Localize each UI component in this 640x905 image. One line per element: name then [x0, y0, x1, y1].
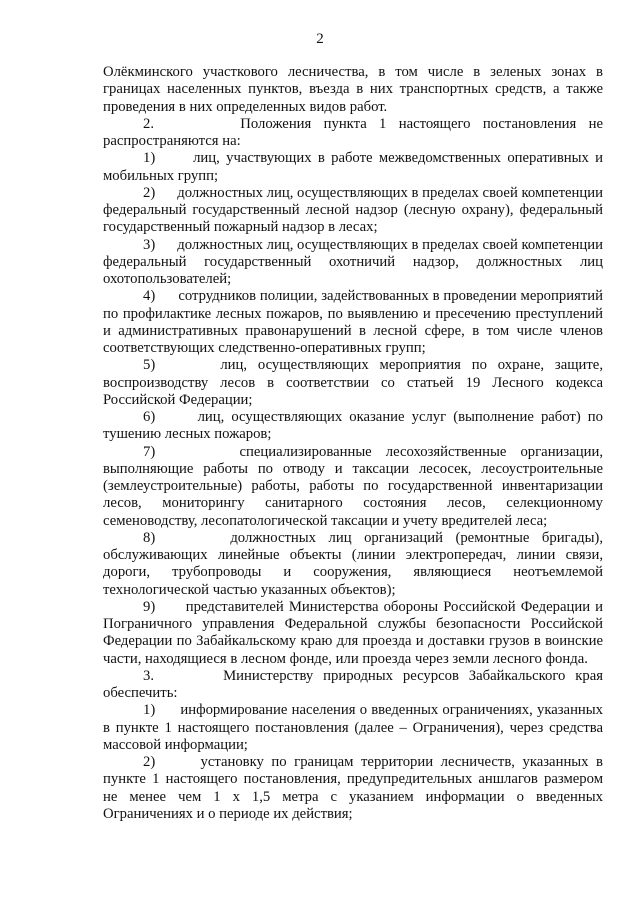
list-item: 7) специализированные лесохозяйственные организации, выполняющие работы по отводу и таксации лесосек, лесоустроительные (землеустроительные) работы, работы по государственной инвентаризации лесов, мониторингу санитарного состояния лесов, селекционному семеноводству, лесопатологической таксации и учету вредителей леса; [103, 443, 603, 529]
list-item: 1) лиц, участвующих в работе межведомственных оперативных и мобильных групп; [103, 150, 603, 184]
list-item: 3) должностных лиц, осуществляющих в пределах своей компетенции федеральный государственный охотничий надзор, должностных лиц охотопользователей; [103, 236, 603, 287]
list-item: 2) установку по границам территории лесничеств, указанных в пункте 1 настоящего постановления, предупредительных аншлагов размером не менее чем 1 x 1,5 метра с указанием информации о введенных Ограничениях и о периоде их действия; [103, 754, 603, 822]
list-item: 9) представителей Министерства обороны Российской Федерации и Пограничного управления Федеральной службы безопасности Российской Федерации по Забайкальскому краю для проезда и доставки грузов в воинские части, находящиеся в лесном фонде, или проезда через земли лесного фонда. [103, 598, 603, 667]
list-item: 1) информирование населения о введенных ограничениях, указанных в пункте 1 настоящего постановления (далее – Ограничения), через средства массовой информации; [103, 702, 603, 753]
page-number: 2 [316, 31, 324, 47]
paragraph-continuation: Олёкминского участкового лесничества, в том числе в зеленых зонах в границах населенных пунктов, въезда в них транспортных средств, а также проведения в них определенных видов работ. [103, 64, 603, 115]
paragraph-item-2: 2. Положения пункта 1 настоящего постановления не распространяются на: [103, 115, 603, 149]
list-item: 6) лиц, осуществляющих оказание услуг (выполнение работ) по тушению лесных пожаров; [103, 409, 603, 443]
list-item: 4) сотрудников полиции, задействованных в проведении мероприятий по профилактике лесных пожаров, по выявлению и пресечению преступлений и административных правонарушений в лесной сфере, в том числе членов соответствующих следственно-оперативных групп; [103, 288, 603, 356]
list-item: 8) должностных лиц организаций (ремонтные бригады), обслуживающих линейные объекты (линии электропередач, линии связи, дороги, трубопроводы и сооружения, являющиеся неотъемлемой технологической частью указанных объектов); [103, 529, 603, 598]
document-body [103, 64, 603, 823]
list-item: 5) лиц, осуществляющих мероприятия по охране, защите, воспроизводству лесов в соответствии со статьей 19 Лесного кодекса Российской Федерации; [103, 357, 603, 408]
paragraph-item-3: 3. Министерству природных ресурсов Забайкальского края обеспечить: [103, 667, 603, 701]
list-item: 2) должностных лиц, осуществляющих в пределах своей компетенции федеральный государственный лесной надзор (лесную охрану), федеральный государственный пожарный надзор в лесах; [103, 184, 603, 236]
